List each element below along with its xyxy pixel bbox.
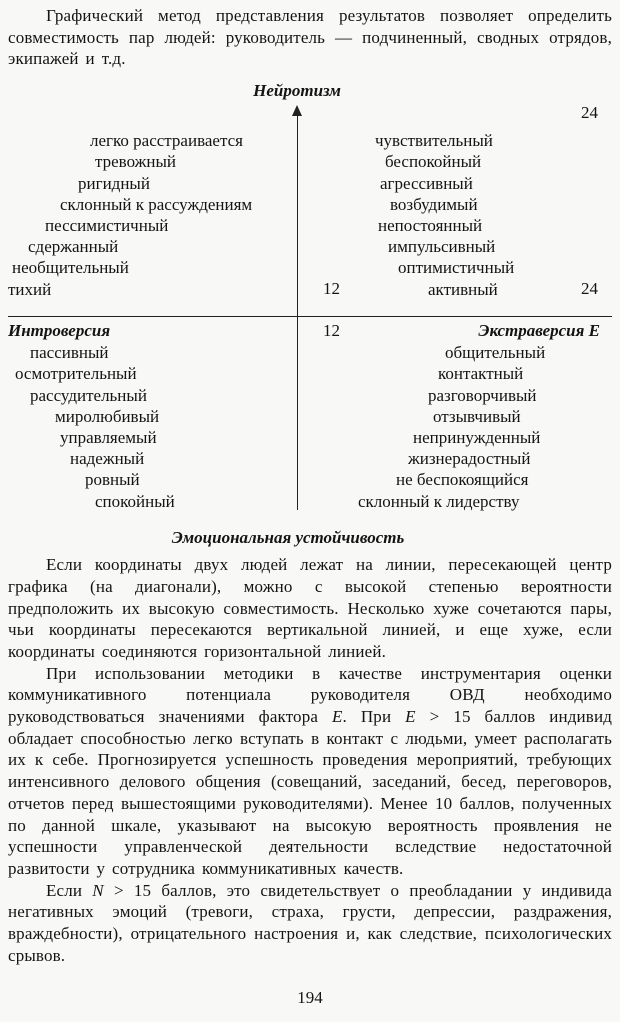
paragraph-method-text: . При [342,707,406,727]
trait-word: тревожный [95,152,177,172]
trait-word: осмотрительный [15,364,137,384]
trait-word: непринужденный [413,427,541,447]
trait-word: общительный [445,343,546,363]
axis-label-emotional-stability: Эмоциональная устойчивость [171,528,405,548]
trait-word: склонный к рассуждениям [60,194,253,214]
trait-word: контактный [438,364,524,384]
quadrant-top-left [8,130,308,300]
quadrant-top-right [372,130,616,300]
trait-word: легко расстраивается [90,131,243,151]
paragraph-coordinates: Если координаты двух людей лежат на линии, пересекающей центр графика (на диагонали), можно с высокой степенью вероятности предположить их высокую совместимость. Несколько хуже сочетаются пары, чьи координаты пересекаются вертикальной линией, и еще хуже, если координаты соединяются горизонтальной линией. [8,555,612,661]
quadrant-bottom-right [356,342,612,512]
paragraph-method [8,663,612,880]
scale-value-12-lower: 12 [323,321,340,341]
trait-word: управляемый [60,427,157,447]
trait-word: импульсивный [388,237,496,257]
scale-value-top: 24 [581,103,598,123]
trait-word: беспокойный [385,152,482,172]
trait-word: активный [428,279,498,299]
axis-label-neuroticism: Нейротизм [253,81,341,101]
paragraph-neuroticism-text: Если [46,880,93,900]
trait-word: склонный к лидерству [358,491,520,511]
trait-word: надежный [70,449,145,469]
page-number: 194 [297,988,323,1007]
trait-word: ригидный [78,173,150,193]
trait-word: рассудительный [30,385,147,405]
eysenck-diagram [8,80,612,554]
horizontal-axis-line [8,316,612,317]
trait-word: агрессивный [380,173,473,193]
trait-word: оптимистичный [398,258,515,278]
trait-word: необщительный [12,258,129,278]
paragraph-intro: Графический метод представления результатов позволяет определить совместимость пар людей: руководитель — подчиненный, сводных отрядов, экипажей и т.д. [8,6,612,69]
trait-word: миролюбивый [55,406,160,426]
trait-word: возбудимый [390,194,478,214]
trait-word: непостоянный [378,215,483,235]
trait-word: тихий [8,279,52,299]
paragraph-method-text: При использовании методики в качестве инструментария оценки коммуникативного потенциала руководителя ОВД необходимо руководствоваться значениями фактора [8,663,612,727]
paragraph-neuroticism-text: > 15 баллов, это свидетельствует о преобладании у индивида негативных эмоций (тревоги, страха, грусти, депрессии, раздражения, враждебности), отрицательного настроения и, как следствие, психологических срывов. [8,880,612,965]
paragraph-method-text: > 15 баллов индивид обладает способностью легко вступать в контакт с людьми, умеет располагать их к себе. Прогнозируется успешность проведения мероприятий, требующих интенсивного делового общения (совещаний, заседаний, бесед, переговоров, отчетов перед вышестоящими руководителями). Менее 10 баллов, полученных по данной шкале, указывают на высокую вероятность проявления не успешности управленческой деятельности вследствие недостаточной развитости у сотрудника коммуникативных качеств. [8,707,612,878]
trait-word: жизнерадостный [408,449,531,469]
trait-word: отзывчивый [433,406,521,426]
trait-word: разговорчивый [428,385,537,405]
scale-value-12-upper: 12 [323,279,340,299]
scale-value-right: 24 [581,279,598,299]
paragraph-neuroticism [8,880,612,967]
trait-word: сдержанный [28,237,119,257]
axis-label-introversion: Интроверсия [8,321,111,341]
factor-e-symbol: Е [332,707,343,727]
trait-word: не беспокоящийся [396,470,529,490]
quadrant-bottom-left [8,342,308,512]
trait-word: пессимистичный [45,215,169,235]
trait-word: чувствительный [375,131,493,151]
trait-word: ровный [85,470,140,490]
factor-e-symbol: Е [405,707,416,727]
axis-label-extraversion: Экстраверсия Е [478,321,600,341]
factor-n-symbol: N [92,880,104,900]
trait-word: пассивный [30,343,109,363]
trait-word: спокойный [95,491,175,511]
